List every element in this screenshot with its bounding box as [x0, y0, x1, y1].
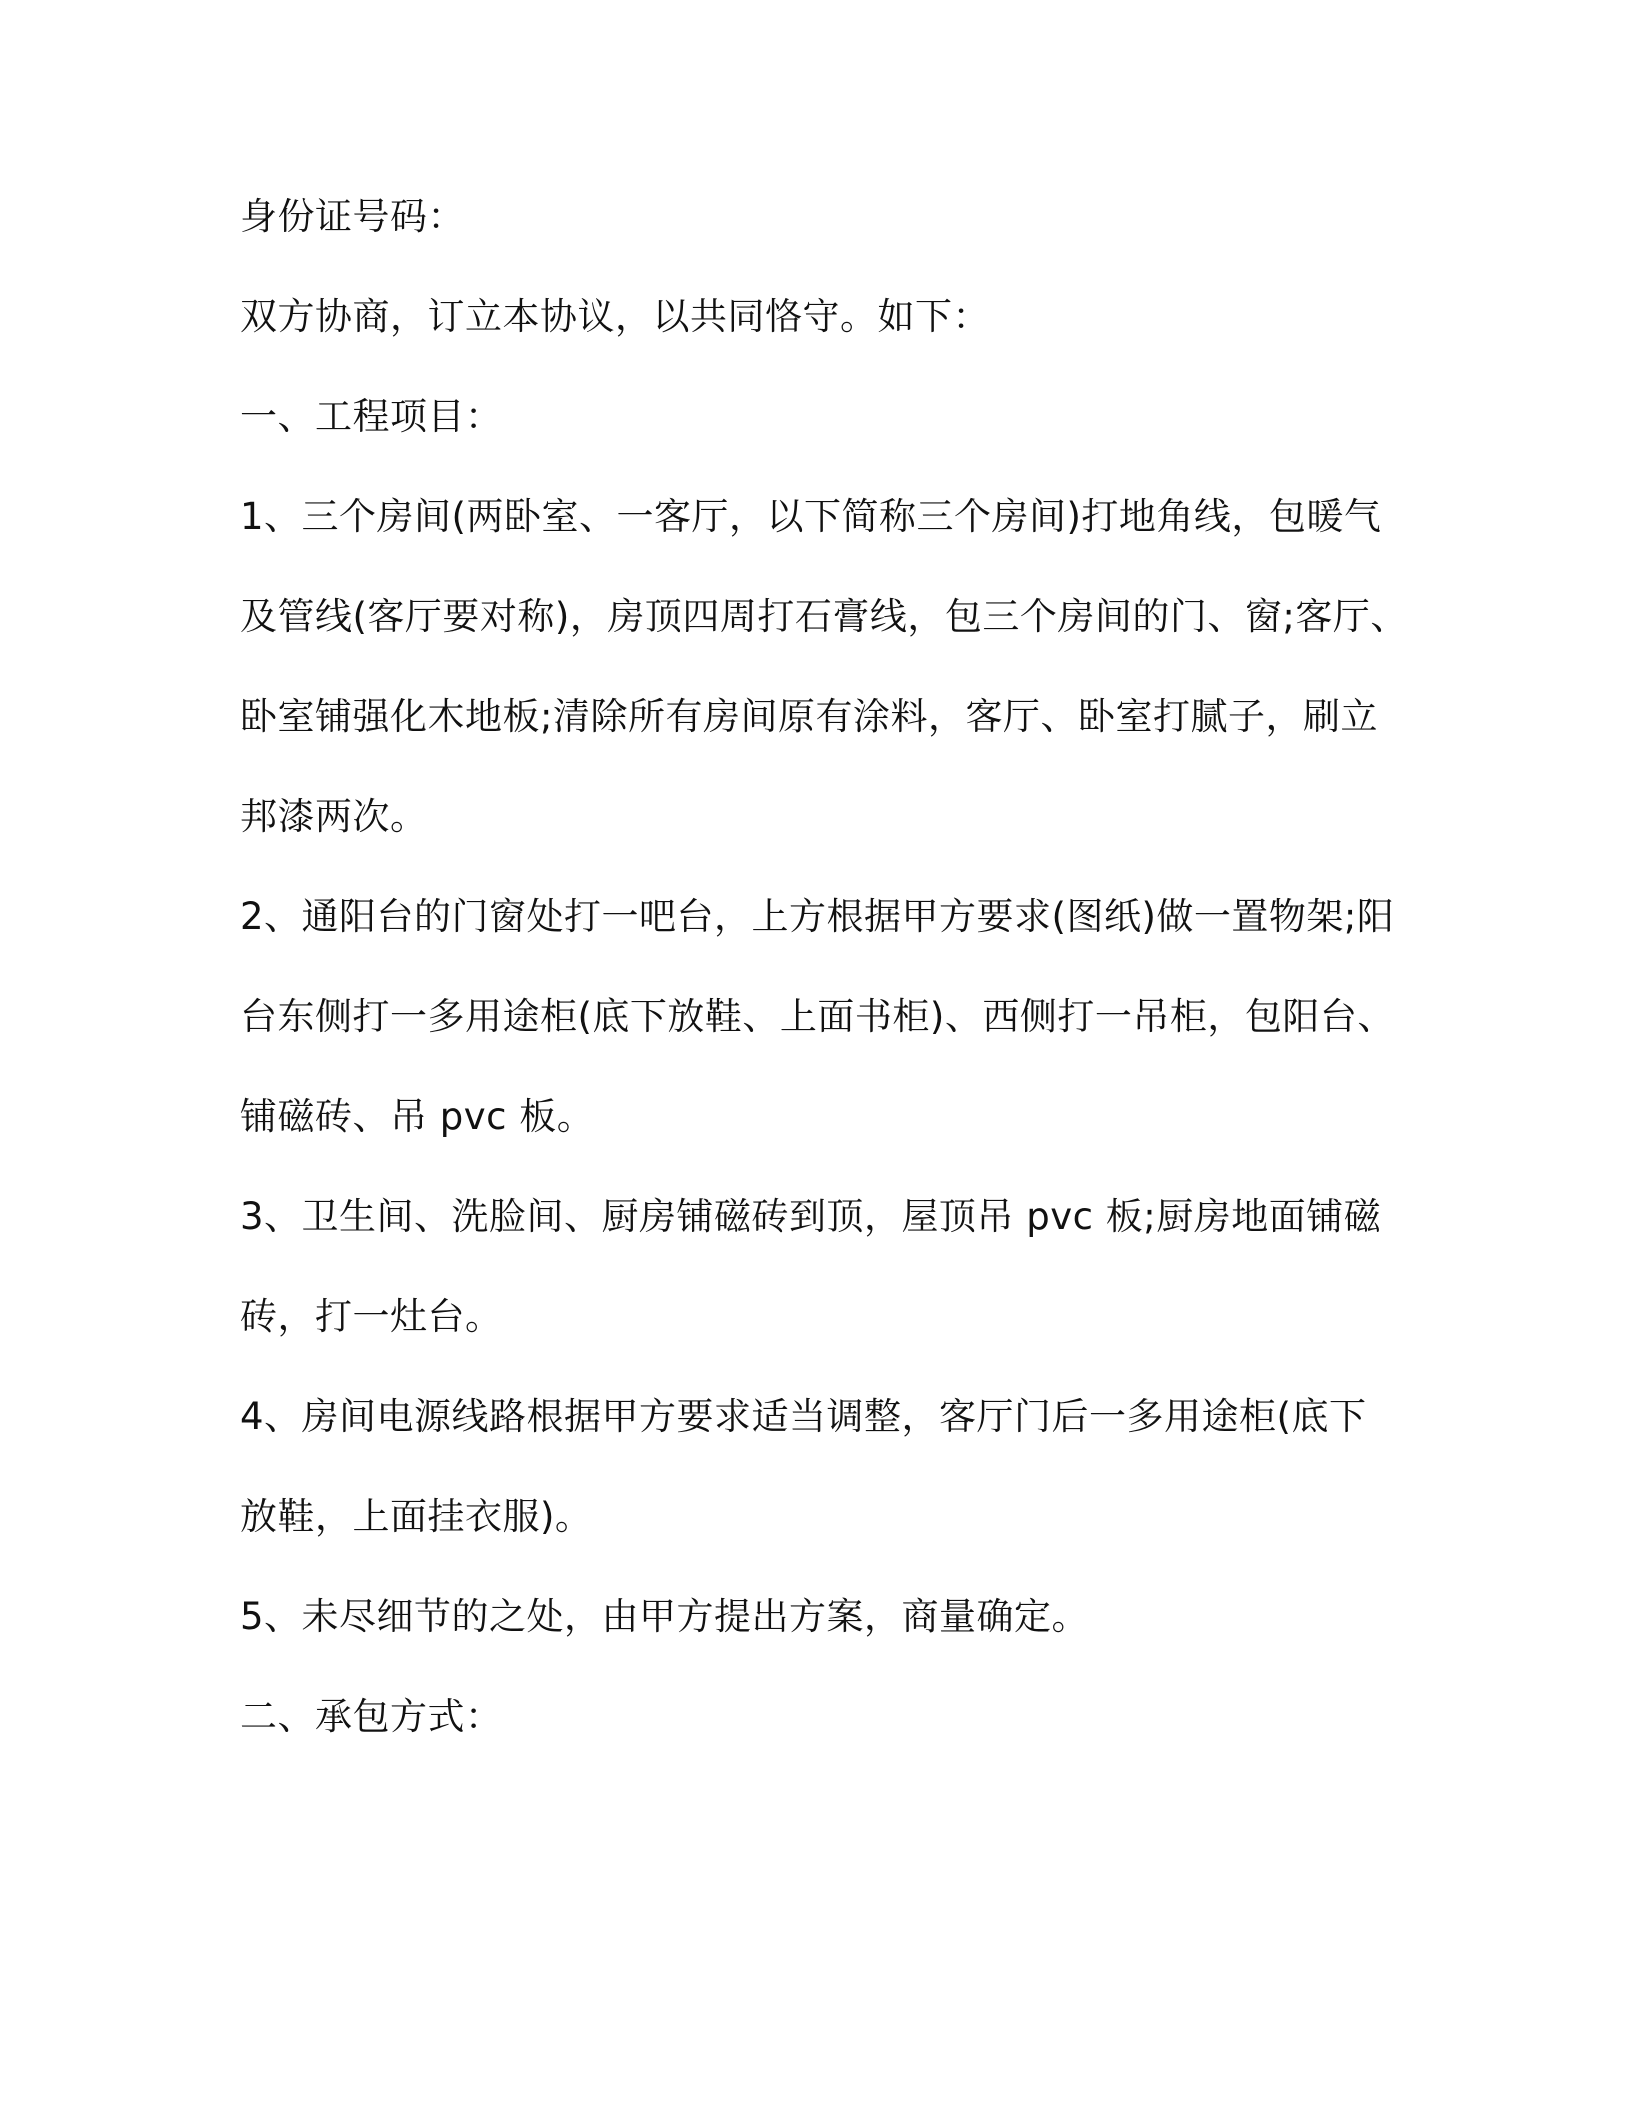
- item-2-line-3: 铺磁砖、吊 pvc 板。: [240, 1095, 595, 1138]
- item-1-line-1: 1、三个房间(两卧室、一客厅，以下简称三个房间)打地角线，包暖气: [240, 495, 1382, 538]
- section-heading-project: 一、工程项目：: [240, 395, 503, 438]
- item-4-line-1: 4、房间电源线路根据甲方要求适当调整，客厅门后一多用途柜(底下: [240, 1395, 1367, 1438]
- item-1-line-2: 及管线(客厅要对称)，房顶四周打石膏线，包三个房间的门、窗;客厅、: [240, 595, 1408, 638]
- item-5-line: 5、未尽细节的之处，由甲方提出方案，商量确定。: [240, 1595, 1090, 1638]
- item-4-line-2: 放鞋，上面挂衣服)。: [240, 1495, 593, 1538]
- item-2-line-1: 2、通阳台的门窗处打一吧台，上方根据甲方要求(图纸)做一置物架;阳: [240, 895, 1395, 938]
- item-3-line-1: 3、卫生间、洗脸间、厨房铺磁砖到顶，屋顶吊 pvc 板;厨房地面铺磁: [240, 1195, 1382, 1238]
- item-2-line-2: 台东侧打一多用途柜(底下放鞋、上面书柜)、西侧打一吊柜，包阳台、: [240, 995, 1395, 1038]
- item-1-line-4: 邦漆两次。: [240, 795, 428, 838]
- item-3-line-2: 砖，打一灶台。: [240, 1295, 503, 1338]
- section-heading-contract-method: 二、承包方式：: [240, 1695, 503, 1738]
- id-number-line: 身份证号码：: [240, 195, 465, 238]
- agreement-intro-line: 双方协商，订立本协议，以共同恪守。如下：: [240, 295, 990, 338]
- item-1-line-3: 卧室铺强化木地板;清除所有房间原有涂料，客厅、卧室打腻子，刷立: [240, 695, 1378, 738]
